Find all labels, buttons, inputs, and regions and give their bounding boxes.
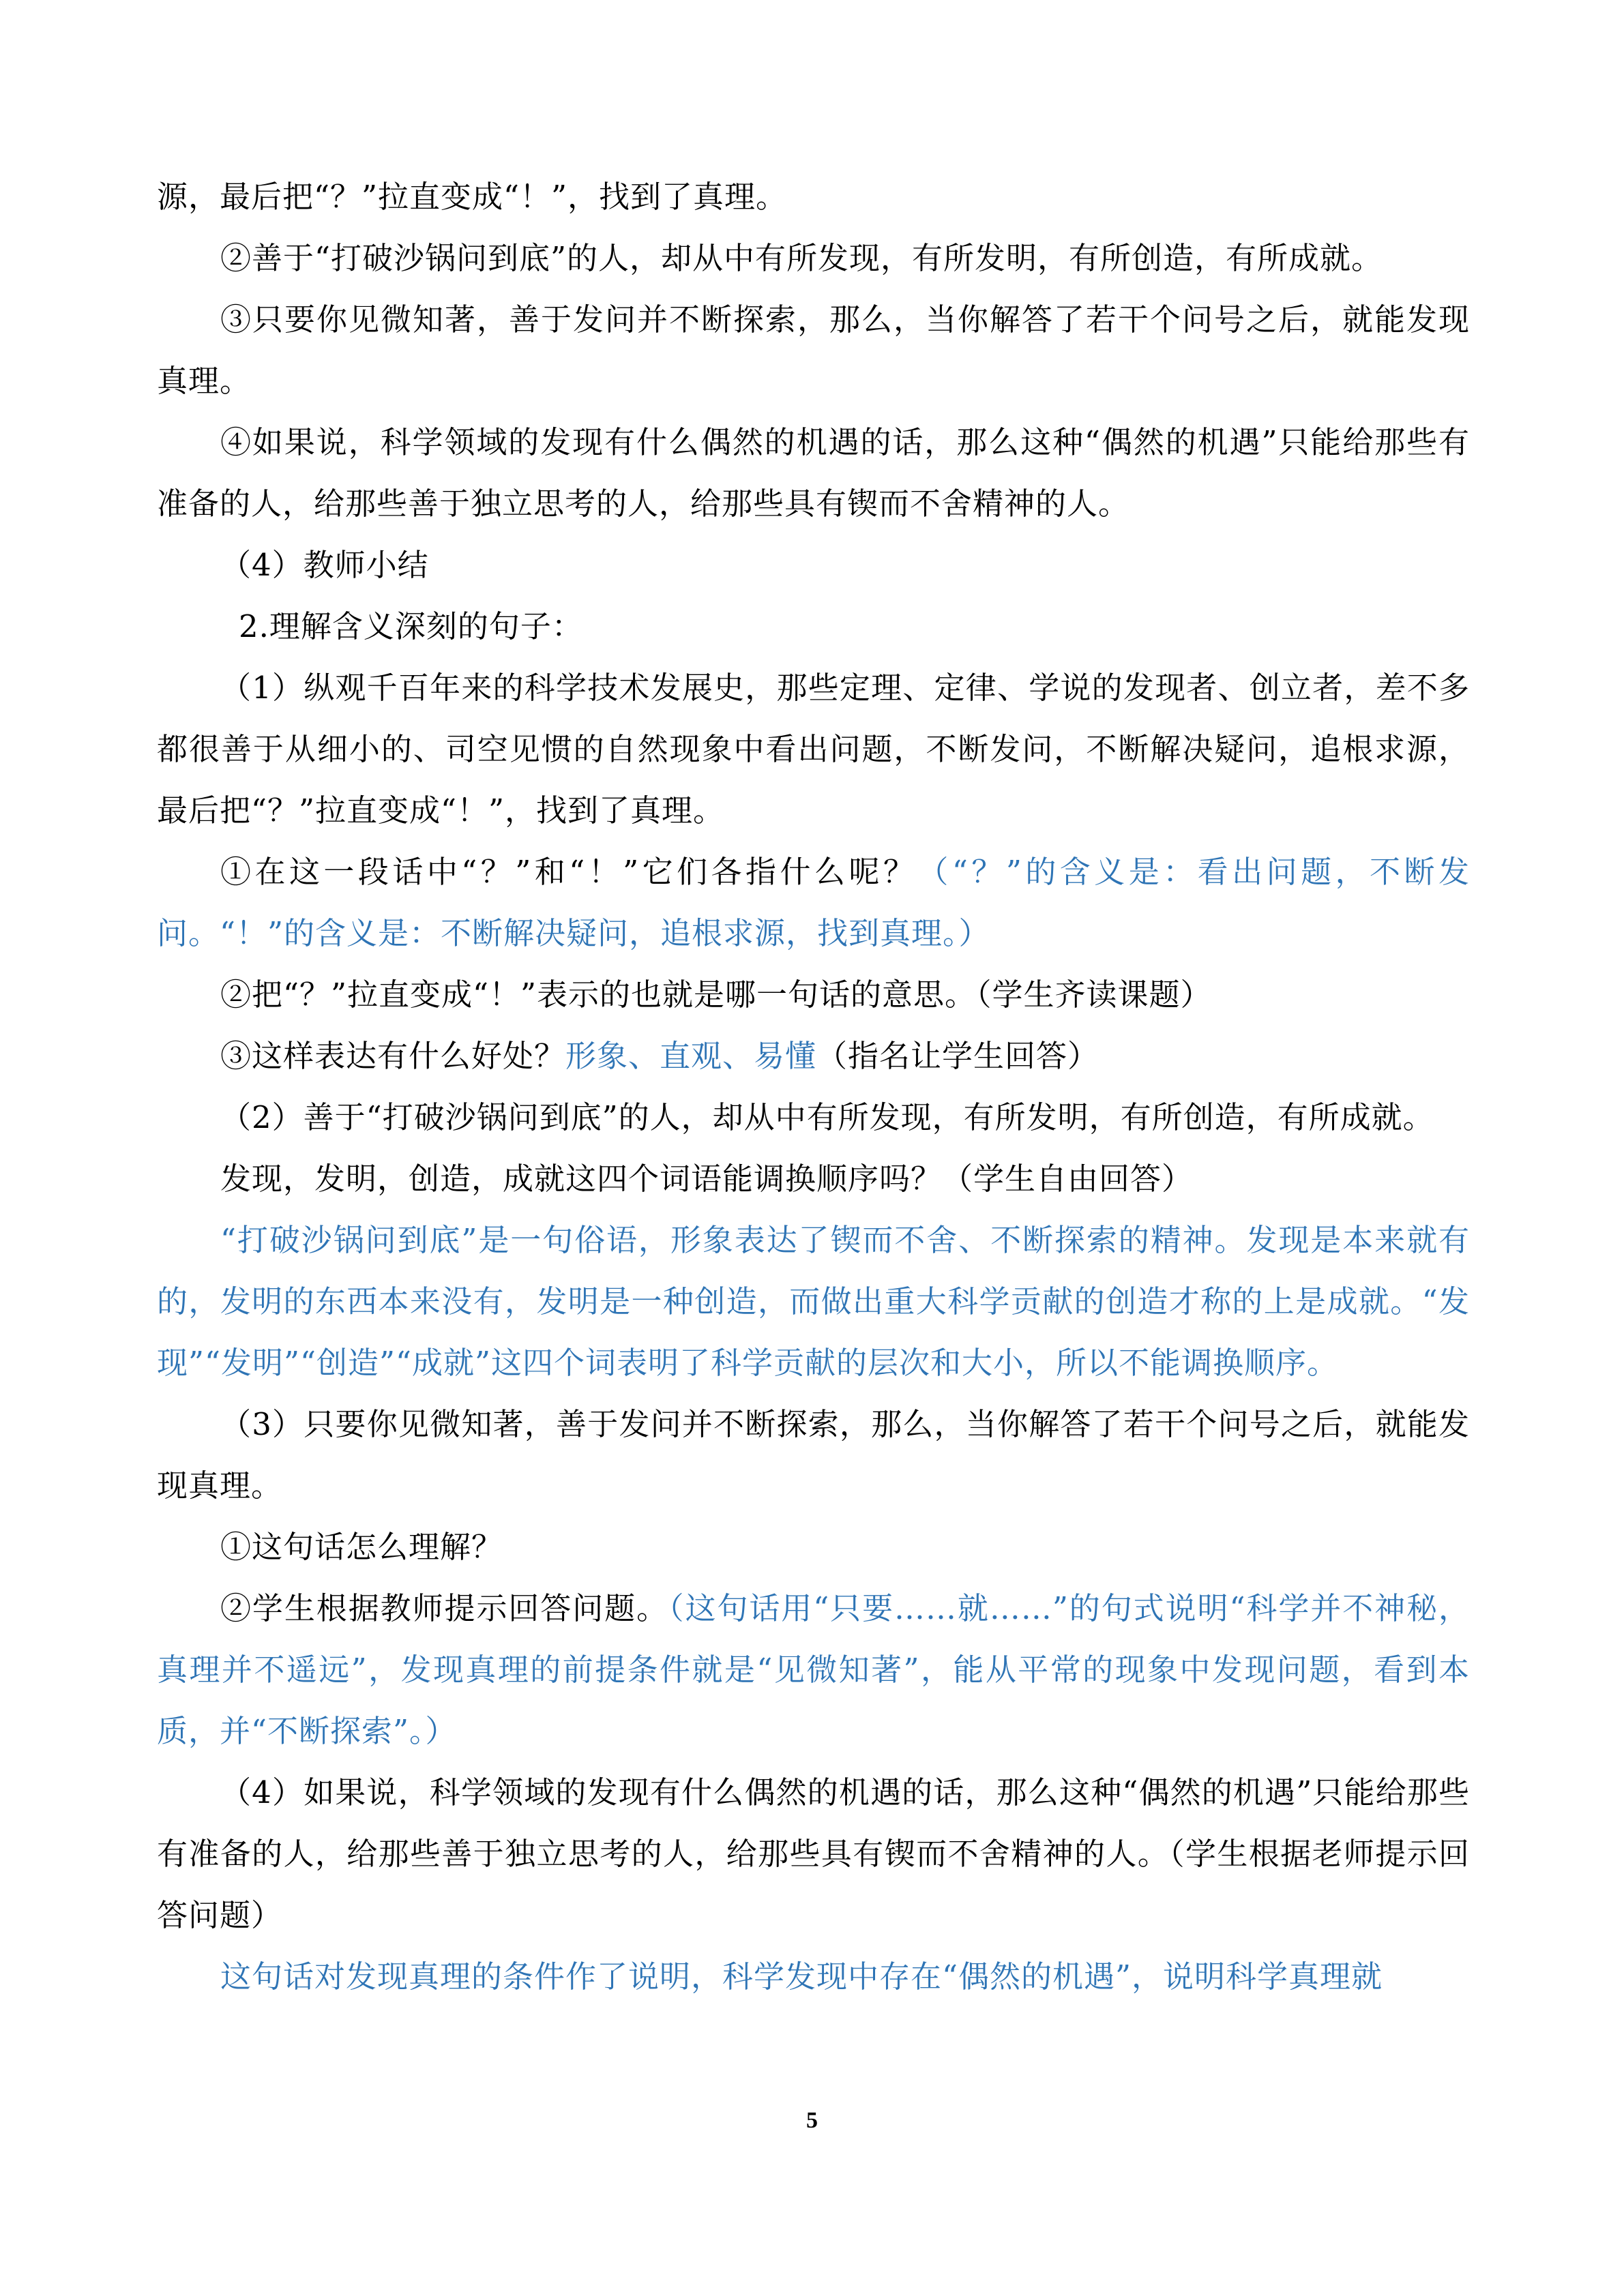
paragraph (157, 841, 1470, 964)
paragraph (157, 596, 1470, 657)
answer-text: （“？”的含义是：看出问题，不断发问。“！”的含义是：不断解决疑问，追根求源，找到真理。） (157, 854, 1470, 951)
body-text: 源，最后把“？”拉直变成“！”，找到了真理。 (157, 179, 788, 215)
paragraph (157, 412, 1470, 535)
paragraph (157, 964, 1470, 1026)
paragraph (157, 1946, 1470, 2008)
paragraph (157, 166, 1470, 228)
paragraph (157, 1148, 1470, 1210)
paragraph (157, 1762, 1470, 1946)
body-text: ①在这一段话中“？”和“！”它们各指什么呢？ (220, 854, 918, 890)
answer-text: 这句话对发现真理的条件作了说明，科学发现中存在“偶然的机遇”，说明科学真理就 (220, 1958, 1383, 1995)
answer-text: （这句话用“只要……就……”的句式说明“科学并不神秘，真理并不遥远”，发现真理的前提条件就是“见微知著”，能从平常的现象中发现问题，看到本质，并“不断探索”。） (157, 1590, 1470, 1749)
body-text: （2）善于“打破沙锅问到底”的人，却从中有所发现，有所发明，有所创造，有所成就。 (220, 1099, 1434, 1135)
body-text: ③这样表达有什么好处？ (220, 1038, 566, 1074)
body-text: （1）纵观千百年来的科学技术发展史，那些定理、定律、学说的发现者、创立者，差不多都很善于从细小的、司空见惯的自然现象中看出问题，不断发问，不断解决疑问，追根求源，最后把“？”拉直变成“！”，找到了真理。 (157, 670, 1470, 829)
body-text: ②学生根据教师提示回答问题。 (220, 1590, 669, 1626)
body-text: ④如果说，科学领域的发现有什么偶然的机遇的话，那么这种“偶然的机遇”只能给那些有准备的人，给那些善于独立思考的人，给那些具有锲而不舍精神的人。 (157, 424, 1470, 522)
body-text: （4）如果说，科学领域的发现有什么偶然的机遇的话，那么这种“偶然的机遇”只能给那些有准备的人，给那些善于独立思考的人，给那些具有锲而不舍精神的人。（学生根据老师提示回答问题） (157, 1774, 1470, 1933)
paragraph (157, 1087, 1470, 1148)
body-text: 发现，发明，创造，成就这四个词语能调换顺序吗？（学生自由回答） (220, 1161, 1194, 1197)
paragraph (157, 1517, 1470, 1578)
paragraph (157, 657, 1470, 841)
paragraph (157, 1210, 1470, 1394)
page-number: 5 (806, 2108, 818, 2133)
body-text: ①这句话怎么理解？ (220, 1529, 503, 1565)
body-text: ③只要你见微知著，善于发问并不断探索，那么，当你解答了若干个问号之后，就能发现真理。 (157, 301, 1470, 399)
document-body (157, 166, 1470, 2008)
body-text: （4）教师小结 (220, 547, 429, 583)
body-text: ②把“？”拉直变成“！”表示的也就是哪一句话的意思。（学生齐读课题） (220, 976, 1212, 1013)
paragraph (157, 1394, 1470, 1517)
answer-text: 形象、直观、易懂 (565, 1038, 817, 1074)
paragraph (157, 289, 1470, 412)
answer-text: “打破沙锅问到底”是一句俗语，形象表达了锲而不舍、不断探索的精神。发现是本来就有的，发明的东西本来没有，发明是一种创造，而做出重大科学贡献的创造才称的上是成就。“发现”“发明”“创造”“成就”这四个词表明了科学贡献的层次和大小，所以不能调换顺序。 (157, 1222, 1470, 1381)
paragraph (157, 1578, 1470, 1762)
paragraph (157, 228, 1470, 289)
paragraph (157, 535, 1470, 596)
body-text: （指名让学生回答） (816, 1038, 1099, 1074)
body-text: ②善于“打破沙锅问到底”的人，却从中有所发现，有所发明，有所创造，有所成就。 (220, 240, 1383, 276)
paragraph (157, 1026, 1470, 1087)
body-text: （3）只要你见微知著，善于发问并不断探索，那么，当你解答了若干个问号之后，就能发现真理。 (157, 1406, 1470, 1504)
body-text: 2.理解含义深刻的句子： (239, 608, 583, 644)
